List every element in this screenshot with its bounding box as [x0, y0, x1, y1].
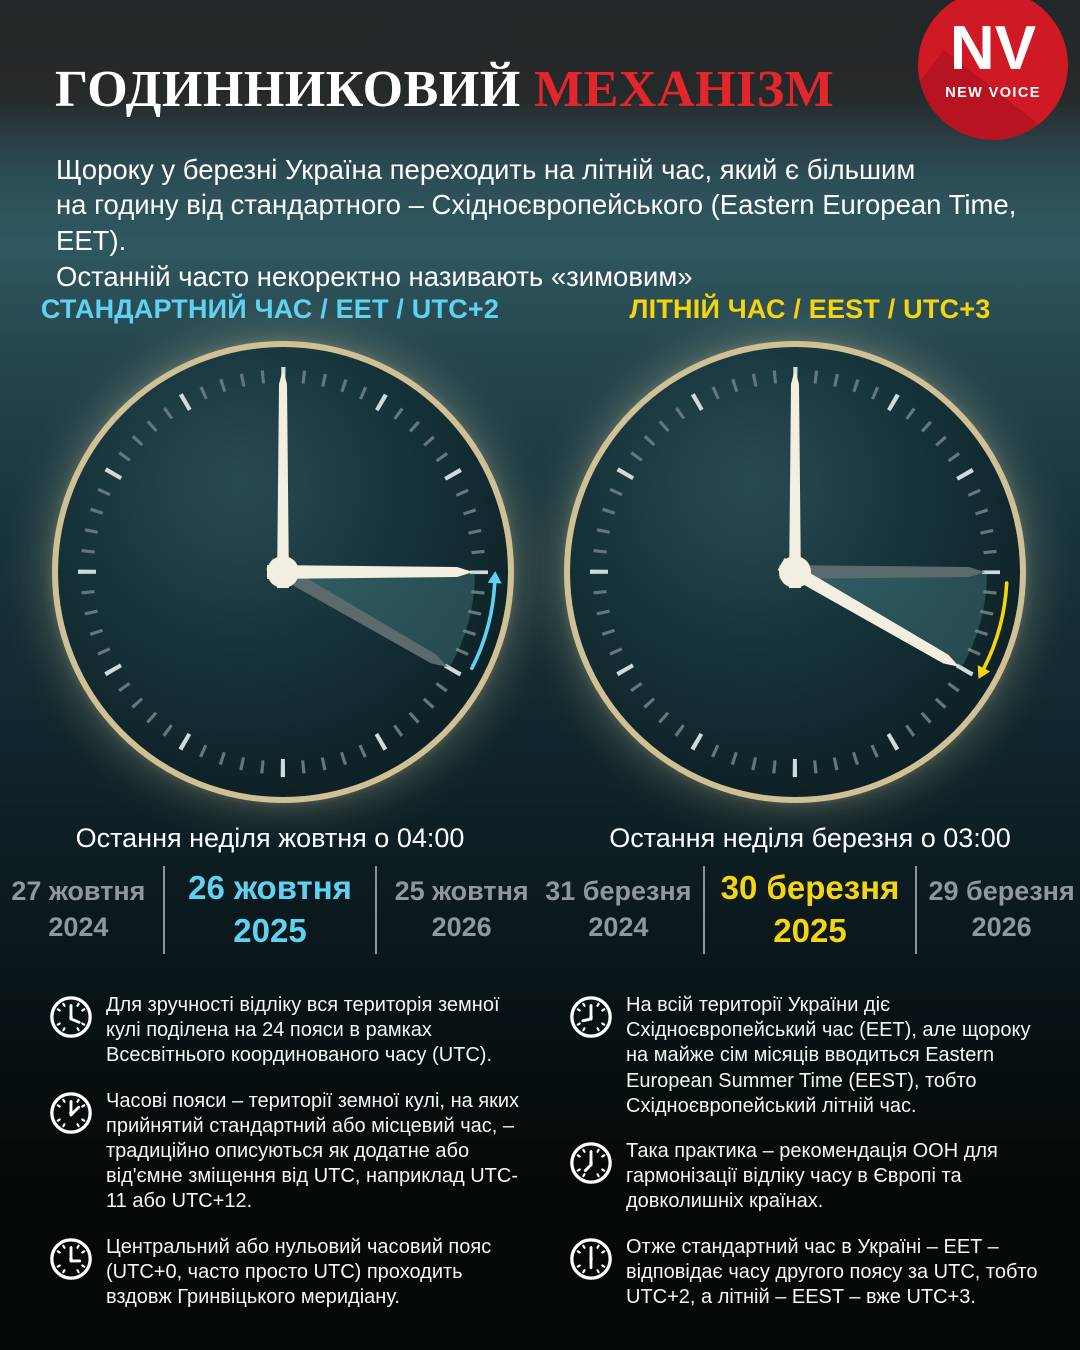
logo-initials: NV	[949, 14, 1037, 83]
note-text: Для зручності відліку вся територія земної кулі поділена на 24 пояси в рамках Всесвітнього координованого часу (UTC).	[106, 994, 500, 1067]
summer-time-label: ЛІТНІЙ ЧАС / EEST / UTC+3	[629, 294, 991, 325]
divider	[163, 866, 165, 954]
clock-icon	[568, 994, 614, 1040]
list-item	[48, 993, 528, 1069]
date-text: 27 жовтня	[11, 876, 146, 907]
year-text: 2025	[233, 912, 307, 949]
year-text: 2024	[48, 912, 109, 942]
logo-caption: NEW VOICE	[945, 85, 1041, 101]
date-text: 29 березня	[928, 876, 1075, 907]
divider	[915, 866, 917, 954]
intro-line-3: Останній часто некоректно називають «зимовим»	[56, 260, 693, 292]
clock-icon	[568, 1140, 614, 1186]
note-text: Така практика – рекомендація ООН для гармонізації відліку часу в Європі та довколишніх країнах.	[626, 1139, 998, 1213]
date-current-year	[711, 867, 909, 953]
summer-clock	[555, 332, 1035, 812]
clock-icon	[48, 994, 94, 1040]
summer-dates-row	[540, 866, 1080, 954]
clock-center-dot	[779, 556, 811, 588]
notes-right-column	[568, 993, 1048, 1330]
list-item	[48, 1235, 528, 1311]
date-previous-year	[0, 874, 157, 945]
notes-left-column	[48, 993, 528, 1330]
date-text: 26 жовтня	[188, 869, 352, 907]
standard-clock	[43, 332, 523, 812]
year-text: 2024	[588, 912, 649, 942]
clock-icon	[48, 1090, 94, 1136]
clock-icon	[568, 1236, 614, 1282]
title-white-part: ГОДИННИКОВИЙ	[55, 60, 521, 118]
summer-time-panel	[540, 270, 1080, 970]
summer-caption: Остання неділя березня о 03:00	[609, 823, 1011, 853]
date-text: 25 жовтня	[394, 876, 529, 907]
clock-icon	[48, 1236, 94, 1282]
list-item	[568, 1139, 1048, 1215]
nv-logo	[918, 0, 1068, 140]
divider	[375, 866, 377, 954]
page-title	[55, 57, 834, 122]
note-text: Часові пояси – території земної кулі, на яких прийнятий стандартний або місцевий час, – традиційно описуються як додатне або від'ємне зміщення від UTC, наприклад UTC-11 або UTC+12.	[106, 1089, 520, 1213]
list-item	[568, 1235, 1048, 1311]
date-previous-year	[540, 874, 697, 945]
note-text: Отже стандартний час в Україні – EET – відповідає часу другого поясу за UTC, тобто UTC+2, а літній – EEST – вже UTC+3.	[626, 1235, 1038, 1308]
standard-dates-row	[0, 866, 540, 954]
list-item	[568, 993, 1048, 1119]
standard-time-panel	[0, 270, 540, 970]
note-text: На всій території України діє Східноєвропейський час (EET), але щороку на майже сім місяців вводиться Eastern European Summer Time (EEST), тобто Східноєвропейський літній час.	[626, 994, 1031, 1117]
year-text: 2025	[773, 912, 847, 949]
title-red-part: МЕХАНІЗМ	[534, 60, 835, 118]
intro-line-1: Щороку у березні Україна переходить на літній час, який є більшим	[56, 153, 916, 185]
date-text: 31 березня	[545, 876, 692, 907]
year-text: 2026	[431, 912, 492, 942]
date-current-year	[171, 867, 369, 953]
standard-time-label: СТАНДАРТНИЙ ЧАС / EET / UTC+2	[40, 294, 500, 325]
standard-caption: Остання неділя жовтня о 04:00	[75, 823, 465, 853]
date-next-year	[383, 874, 540, 945]
intro-line-2: на годину від стандартного – Східноєвропейського (Eastern European Time, EET).	[56, 189, 1017, 256]
note-text: Центральний або нульовий часовий пояс (UTC+0, часто просто UTC) проходить вздовж Гринвіцького меридіану.	[106, 1235, 492, 1308]
clock-center-dot	[267, 556, 299, 588]
notes-section	[48, 993, 1048, 1330]
year-text: 2026	[971, 912, 1032, 942]
divider	[703, 866, 705, 954]
list-item	[48, 1089, 528, 1215]
date-next-year	[923, 874, 1080, 945]
date-text: 30 березня	[720, 869, 900, 907]
